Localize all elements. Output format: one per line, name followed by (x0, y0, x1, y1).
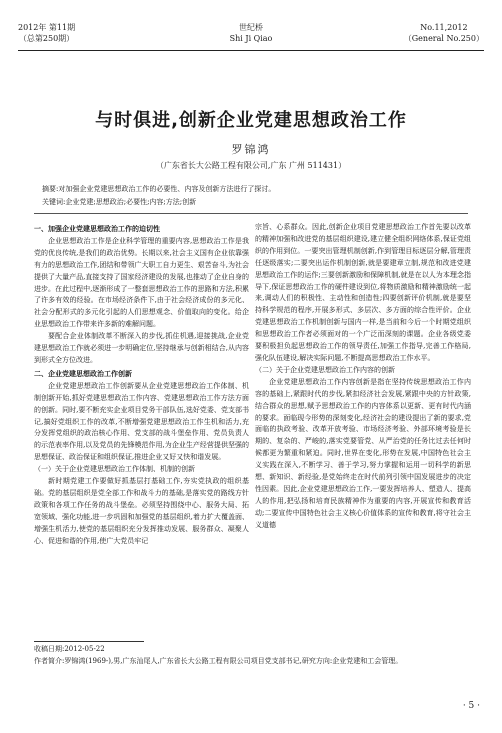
subsection-heading: （二）关于企业党建思想政治工作内容的创新 (255, 365, 395, 374)
paragraph: 新时期党建工作要做好抓基层打基础工作,夯实党执政的组织基础。党的基层组织是党全部工作和战斗力的基础,是落实党的路线方针政策和各项工作任务的战斗堡垒。必须坚持围绕中心、服务大局、拓宽领域、强化功能,进一步巩固和加强党的基层组织,着力扩大覆盖面、增强生机活力,使党的基层组织充分发挥推动发展、服务群众、凝聚人心、促进和谐的作用,使广大党员牢记 (34, 477, 249, 545)
issue-year: 2012年 第11期 (18, 23, 76, 32)
received-date: 收稿日期:2012-05-22 (34, 645, 105, 653)
right-column (255, 222, 471, 532)
paragraph: 企业党建思想政治工作内容创新是指在坚持传统思想政治工作内容的基础上,紧跟时代的步伐,紧扣经济社会发展,紧跟中央的方针政策,结合群众的思想,赋予思想政治工作的内容体系以更新、更有时代内涵的要求。面临现今形势的深刻变化,经济社会的建设提出了新的要求,党面临的执政考验、改革开放考验、市场经济考验、外部环境考验是长期的、复杂的、严峻的,落实党要管党、从严治党的任务比过去任何时候都更为繁重和紧迫。同时,世界在变化,形势在发展,中国特色社会主义实践在深入,不断学习、善于学习,努力掌握和运用一切科学的新思想、新知识、新经验,是党始终走在时代前列引领中国发展进步的决定性因素。因此,企业党建思想政治工作,一要发挥培养人、塑造人、提高人的作用,把弘扬和培育民族精神作为重要的内容,开展宣传和教育活动;二要宣传中国特色社会主义核心价值体系的宣传和教育,将守社会主义道德 (255, 377, 471, 529)
abstract: 摘要:对加强企业党建思想政治工作的必要性、内容及创新方法进行了探讨。 (42, 185, 276, 193)
author-affiliation: （广东省长大公路工程有限公司,广东 广州 511431） (155, 161, 347, 170)
article-title: 与时俱进,创新企业党建思想政治工作 (95, 110, 407, 131)
header-divider (18, 50, 484, 51)
section-1-heading: 一、加强企业党建思想政治工作的迫切性 (34, 225, 160, 233)
page-number: · 5 · (462, 701, 480, 711)
general-no: （General No.250） (403, 34, 484, 43)
left-column (34, 222, 249, 547)
paragraph: 宗旨、心系群众。因此,创新企业项目党建思想政治工作首先要以改革的精神加强和改进党的基层组织建设,建立健全组织网络体系,保证党组织的作用到位。一要突出管理机制创新,作到管理目标逐层分解,管理责任逐级落实;二要突出运作机制创新,就是要建章立制,规范和改进党建思想政治工作的运作;三要创新激励和保障机制,就是在以人为本理念指导下,保证思想政治工作的硬件建设到位,将物质激励和精神激励统一起来,调动人们的积极性、主动性和创造性;四要创新评价机制,就是要坚持科学规范的程序,开展多形式、多层次、多方面的综合性评价。企业党建思想政治工作机制创新与国内一样,是当前和今后一个时期党组织和思想政治工作者必须面对的一个广泛而深刻的课题。企业各级党委要积极担负起思想政治工作的领导责任,加强工作指导,完善工作格局,强化队伍建设,解决实际问题,不断提高思想政治工作水平。 (255, 223, 471, 362)
author-bio: 作者简介:罗锦鸿(1969-),男,广东汕尾人,广东省长大公路工程有限公司项目党支部书记,研究方向:企业党建和工会管理。 (34, 657, 403, 665)
article-author: 罗锦鸿 (231, 143, 271, 156)
issue-no: No.11,2012 (420, 23, 468, 32)
paragraph: 要配合企业体制改革不断深入的步伐,抓住机遇,迎接挑战,企业党建思想政治工作就必须进一步明确定位,坚持继承与创新相结合,从内容到形式全方位改进。 (34, 332, 249, 364)
paragraph: 企业党建思想政治工作创新要从企业党建思想政治工作体制、机制创新开始,抓好党建思想政治工作内容、党建思想政治工作方法方面的创新。同时,要不断充实企业项目党务干部队伍,选好党委、党支部书记,搞好党组织工作的改革,不断增强党建思想政治工作生机和活力,充分发挥党组织的政治核心作用、党支部的战斗堡垒作用、党员负责人的示范表率作用,以及党员的先锋模范作用,为企业生产经营提供坚强的思想保证、政治保证和组织保证,推进企业又好又快和谐发展。 (34, 381, 249, 462)
journal-title-cn: 世纪桥 (239, 23, 263, 32)
footnote-divider (34, 641, 144, 642)
running-header (18, 22, 484, 52)
section-2-heading: 二、企业党建思想政治工作创新 (34, 369, 132, 378)
abstract-divider (34, 213, 468, 214)
journal-title-pinyin: Shi Ji Qiao (229, 34, 273, 43)
issue-number (404, 22, 484, 44)
subsection-heading: （一）关于企业党建思想政治工作体制、机制的创新 (34, 465, 195, 474)
paragraph: 企业思想政治工作是企业科学管理的重要内容,思想政治工作是我党的优良传统,是我们的政治优势。长期以来,社会主义国有企业依靠强有力的思想政治工作,团结和带领广大职工自力更生、艰苦奋斗,为社会提供了大量产品,直接支持了国家经济建设的发展,也推动了企业自身的进步。在此过程中,逐渐形成了一整套思想政治工作的思路和方法,积累了许多有效的经验。在市场经济条件下,由于社会经济成份的多元化、社会分配形式的多元化引起的人们思想观念、价值取向的变化。给企业思想政治工作带来许多新的难解问题。 (34, 236, 249, 329)
keywords: 关键词:企业党建;思想政治;必要性;内容;方法;创新 (42, 198, 197, 206)
issue-total: （总第250期） (18, 34, 75, 43)
